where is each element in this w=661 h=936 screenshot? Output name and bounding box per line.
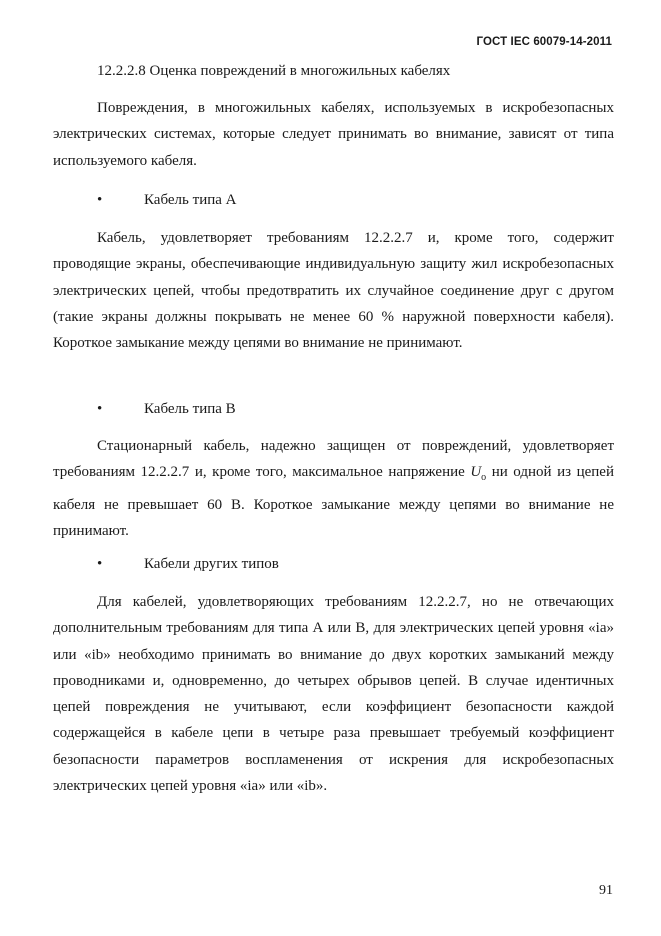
bullet-icon: • xyxy=(97,556,103,572)
para-b-text-before: Стационарный кабель, надежно защищен от повреждений, удовлетворяет требованиям 12.2.2.7 и, кроме того, максимальное напряжение xyxy=(53,438,614,481)
bullet-icon: • xyxy=(97,401,103,417)
section-title: 12.2.2.8 Оценка повреждений в многожильных кабелях xyxy=(97,63,451,79)
other-cable-types-paragraph: Для кабелей, удовлетворяющих требованиям 12.2.2.7, но не отвечающих дополнительным требованиям для типа А или В, для электрических цепей уровня «ia» или «ib» необходимо принимать во внимание до двух коротких замыканий между проводниками и, одновременно, до четырех обрывов цепей. В случае идентичных цепей повреждения не учитывают, если коэффициент безопасности каждой содержащейся в кабеле цепи в четыре раза превышает требуемый коэффициент безопасности параметров воспламенения от искрения для искробезопасных электрических цепей уровня «ia» или «ib». xyxy=(53,594,614,795)
bullet-label: Кабели других типов xyxy=(144,556,279,572)
document-header-standard: ГОСТ IEC 60079-14-2011 xyxy=(476,36,612,48)
voltage-subscript: o xyxy=(481,472,487,484)
cable-type-b-paragraph xyxy=(53,433,614,544)
voltage-symbol: U xyxy=(470,464,482,481)
page-number: 91 xyxy=(599,883,613,898)
cable-type-a-paragraph: Кабель, удовлетворяет требованиям 12.2.2.7 и, кроме того, содержит проводящие экраны, обеспечивающие индивидуальную защиту жил искробезопасных электрических цепей, чтобы предотвратить их случайное соединение друг с другом (такие экраны должны покрывать не менее 60 % наружной поверхности кабеля). Короткое замыкание между цепями во внимание не принимают. xyxy=(53,230,614,352)
bullet-icon: • xyxy=(97,192,103,208)
para-b-text-after: ни одной из цепей кабеля не превышает 60 В. Короткое замыкание между цепями во внимание не принимают. xyxy=(53,464,614,539)
bullet-label: Кабель типа В xyxy=(144,401,236,417)
intro-paragraph: Повреждения, в многожильных кабелях, используемых в искробезопасных электрических системах, которые следует принимать во внимание, зависят от типа используемого кабеля. xyxy=(53,100,614,169)
bullet-label: Кабель типа А xyxy=(144,192,237,208)
